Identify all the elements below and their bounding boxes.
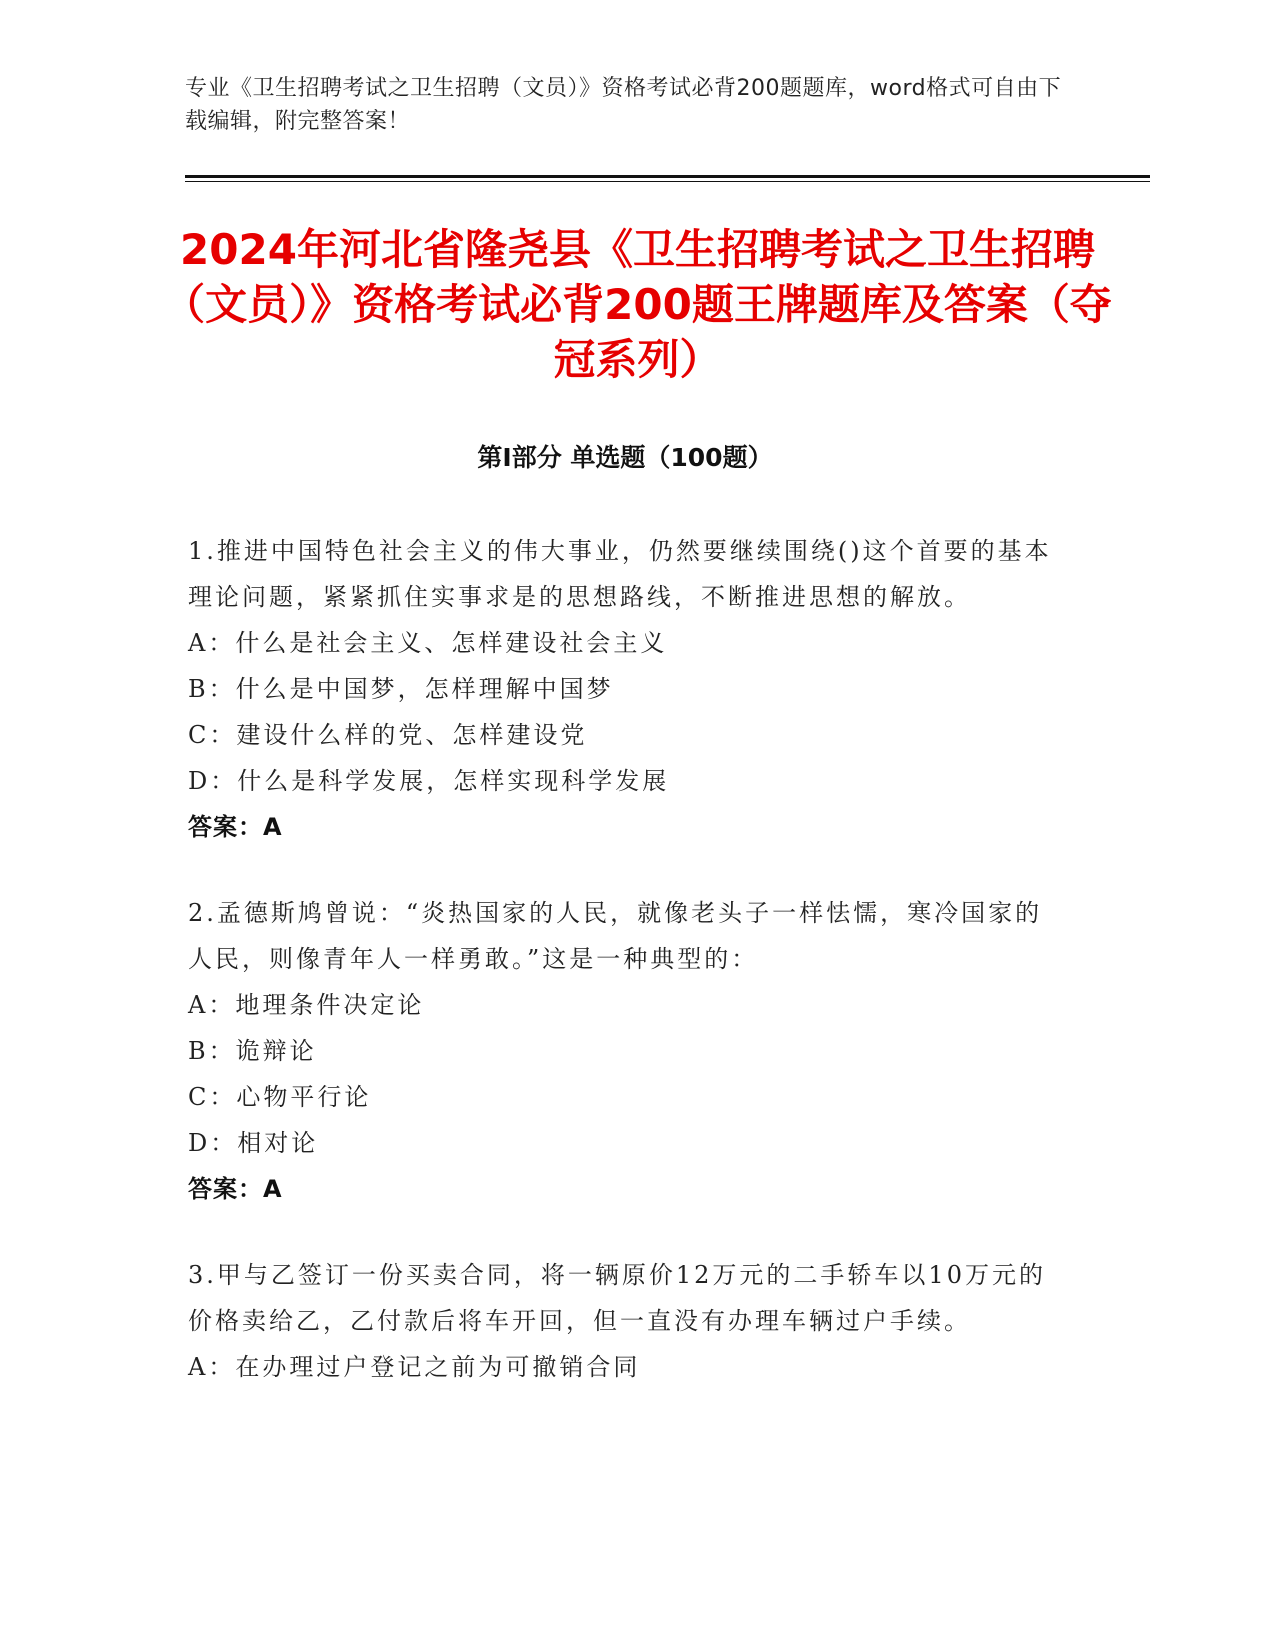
document-title: 2024年河北省隆尧县《卫生招聘考试之卫生招聘（文员）》资格考试必背200题王牌题库及答案（夺冠系列） <box>163 225 1112 384</box>
question-stem: 3.甲与乙签订一份买卖合同，将一辆原价12万元的二手轿车以10万元的价格卖给乙，乙付款后将车开回，但一直没有办理车辆过户手续。 <box>188 1261 1046 1335</box>
header-note: 专业《卫生招聘考试之卫生招聘（文员）》资格考试必背200题题库，word格式可自由下载编辑，附完整答案！ <box>185 76 1062 134</box>
question-2 <box>188 890 1058 1212</box>
question-stem: 1.推进中国特色社会主义的伟大事业，仍然要继续围绕()这个首要的基本理论问题，紧紧抓住实事求是的思想路线，不断推进思想的解放。 <box>188 537 1052 611</box>
question-3 <box>188 1252 1058 1390</box>
question-option-d: D：相对论 <box>188 1129 319 1157</box>
question-option-b: B：什么是中国梦，怎样理解中国梦 <box>188 675 614 703</box>
question-option-a: A：在办理过户登记之前为可撤销合同 <box>188 1353 641 1381</box>
question-answer: 答案：A <box>188 813 283 841</box>
question-stem: 2.孟德斯鸠曾说：“炎热国家的人民，就像老头子一样怯懦，寒冷国家的人民，则像青年人一样勇敢。”这是一种典型的： <box>188 899 1043 973</box>
header-rule-thin <box>185 181 1150 182</box>
question-option-a: A：地理条件决定论 <box>188 991 425 1019</box>
question-option-c: C：心物平行论 <box>188 1083 372 1111</box>
question-list <box>188 528 1058 1430</box>
header-rule-thick <box>185 175 1150 178</box>
question-1 <box>188 528 1058 850</box>
question-option-d: D：什么是科学发展，怎样实现科学发展 <box>188 767 670 795</box>
question-option-b: B：诡辩论 <box>188 1037 317 1065</box>
question-option-c: C：建设什么样的党、怎样建设党 <box>188 721 588 749</box>
question-answer: 答案：A <box>188 1175 283 1203</box>
section-heading: 第Ⅰ部分 单选题（100题） <box>477 443 773 472</box>
question-option-a: A：什么是社会主义、怎样建设社会主义 <box>188 629 668 657</box>
